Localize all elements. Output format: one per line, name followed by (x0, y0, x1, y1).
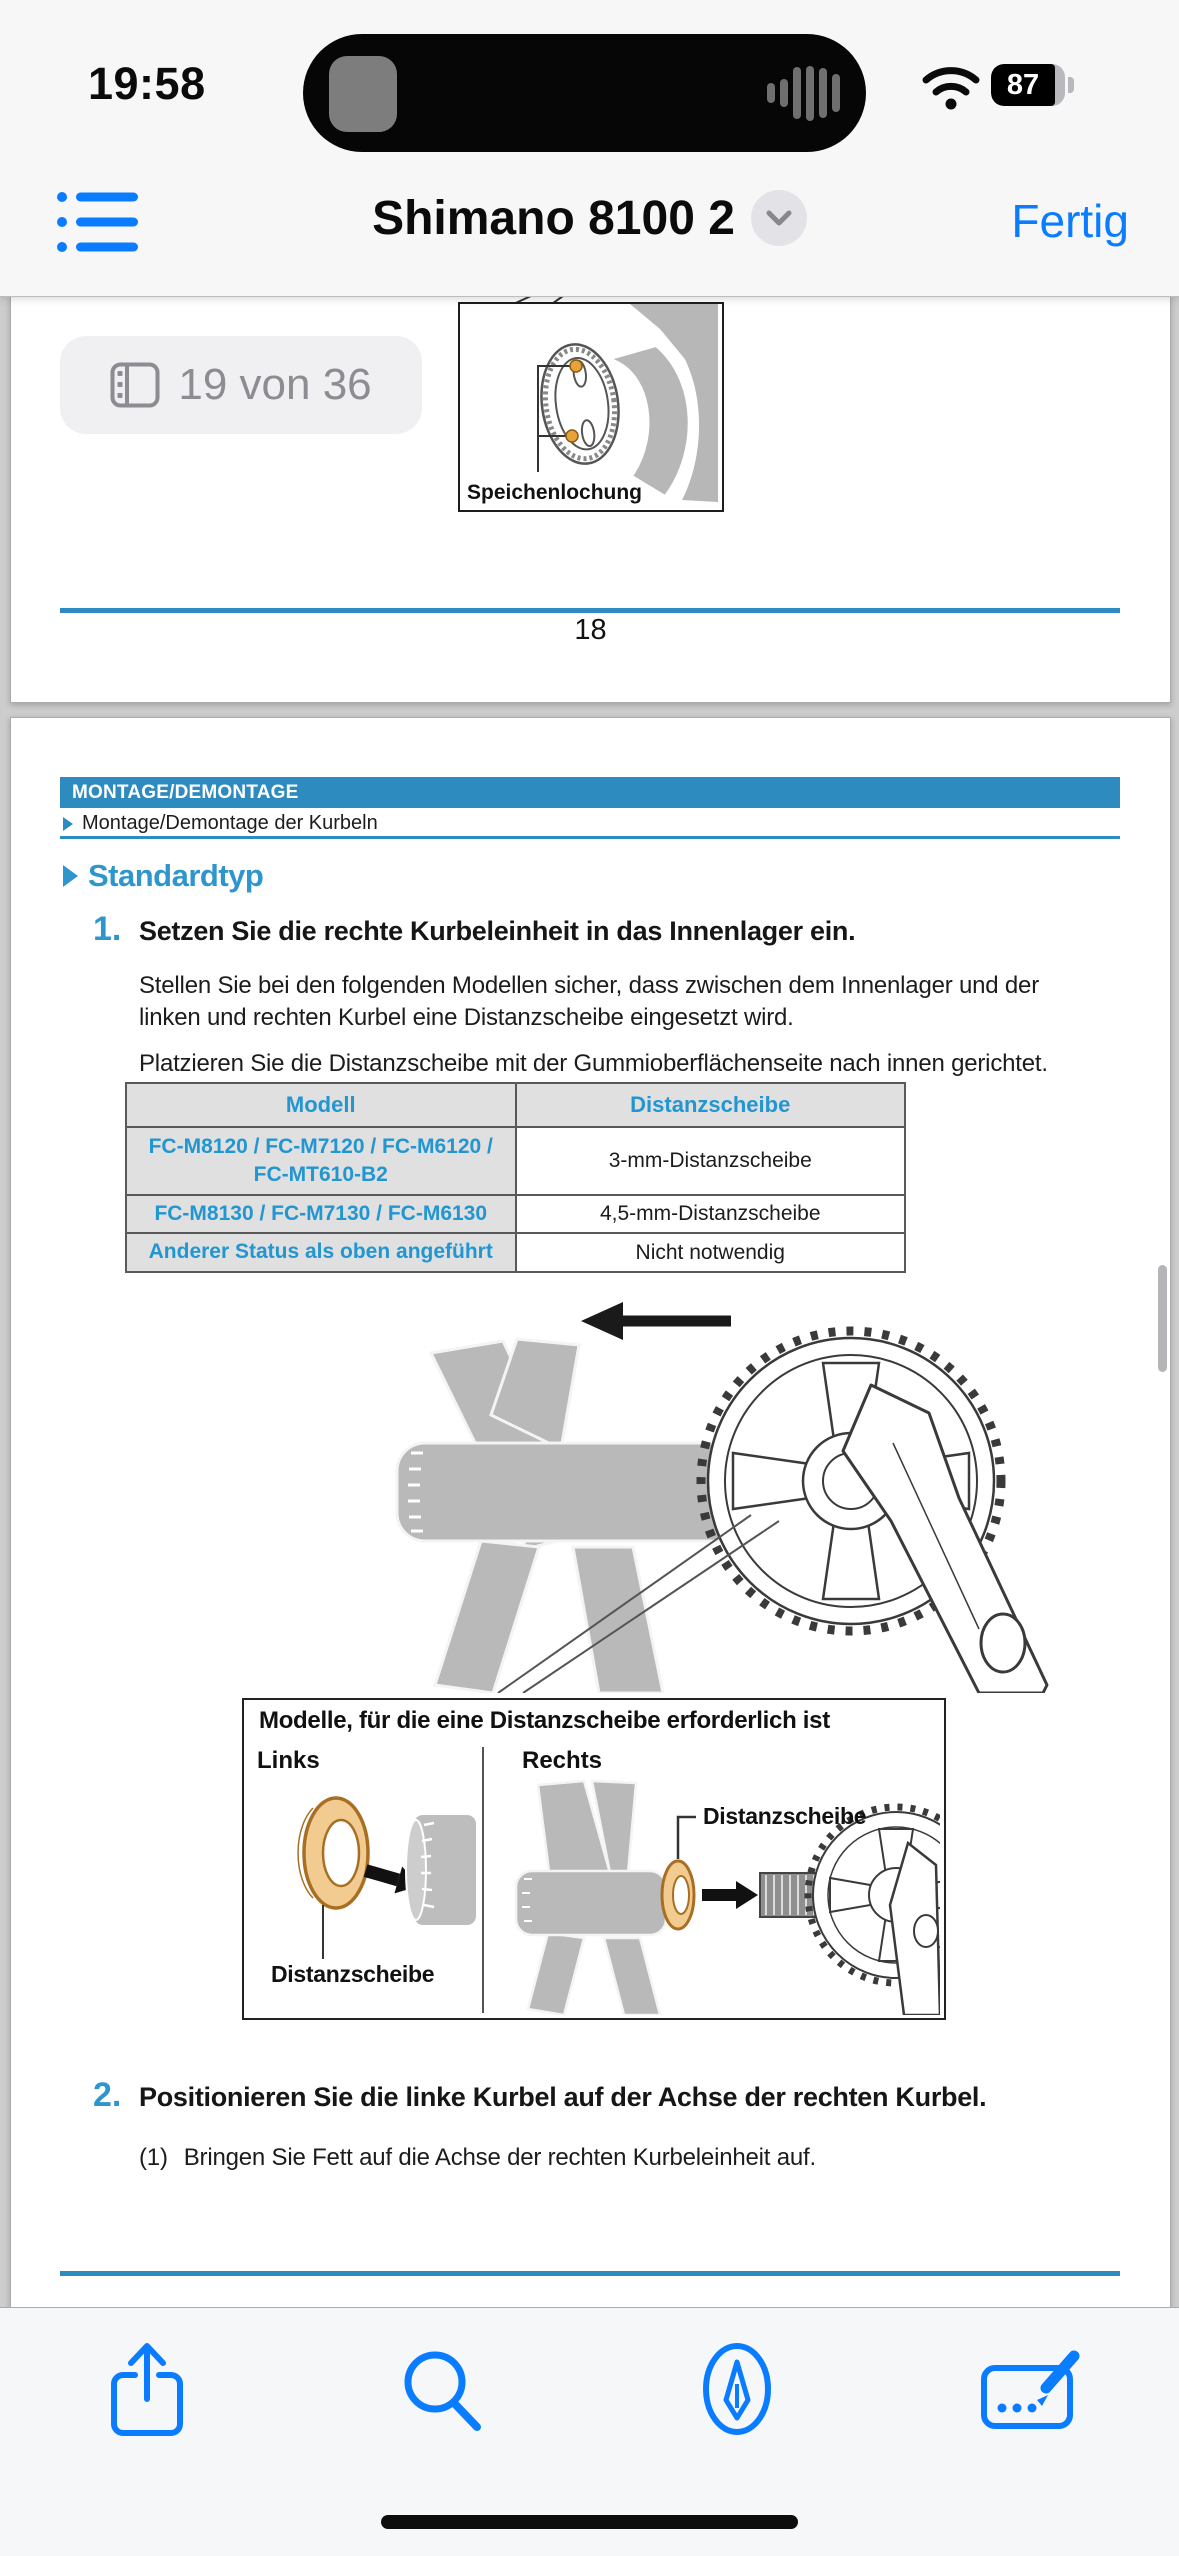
table-row (126, 1233, 905, 1271)
step-2-substep (139, 2142, 1099, 2174)
breadcrumb-label: Montage/Demontage der Kurbeln (82, 812, 378, 834)
table-cell-spacer: 4,5-mm-Distanzscheibe (516, 1195, 906, 1233)
form-fill-icon (980, 2344, 1084, 2434)
step-1 (93, 910, 1113, 949)
page-indicator-label: 19 von 36 (178, 360, 372, 409)
page-footer-rule (60, 608, 1120, 613)
substep-text: Bringen Sie Fett auf die Achse der rechten Kurbeleinheit auf. (183, 2144, 816, 2171)
figure-title: Modelle, für die eine Distanzscheibe erforderlich ist (259, 1707, 830, 1734)
step-2 (93, 2076, 1113, 2115)
heading-standardtyp (63, 858, 263, 894)
title-menu-button[interactable] (751, 190, 807, 246)
table-cell-model: FC-M8130 / FC-M7130 / FC-M6130 (126, 1195, 516, 1233)
search-icon (399, 2346, 485, 2432)
chevron-down-icon (766, 209, 792, 227)
breadcrumb (63, 812, 378, 835)
markup-pen-icon (701, 2342, 773, 2436)
breadcrumb-rule (60, 836, 1120, 839)
breadcrumb-arrow-icon (63, 817, 73, 831)
table-header-spacer: Distanzscheibe (516, 1083, 906, 1127)
crank-installation-drawing (331, 1293, 1091, 1693)
battery-percent: 87 (1006, 68, 1040, 101)
heading-arrow-icon (63, 865, 78, 887)
island-app-indicator (329, 56, 397, 132)
spacer-table (125, 1082, 906, 1273)
figure-right-label: Rechts (522, 1747, 603, 1774)
nav-title-group[interactable] (0, 190, 1179, 246)
dynamic-island[interactable] (303, 34, 866, 152)
step-1-title: Setzen Sie die rechte Kurbeleinheit in das Innenlager ein. (139, 916, 856, 946)
document-title: Shimano 8100 2 (372, 191, 735, 245)
step-2-title: Positionieren Sie die linke Kurbel auf der Achse der rechten Kurbel. (139, 2082, 987, 2112)
spoke-hole-drawing (460, 304, 718, 504)
table-header-model: Modell (126, 1083, 516, 1127)
wifi-icon (920, 62, 982, 110)
table-cell-model: FC-M8120 / FC-M7120 / FC-M6120 / FC-MT610-B2 (126, 1127, 516, 1195)
page-thumbnails-icon (110, 362, 160, 408)
figure-divider (482, 1747, 484, 2013)
left-spacer-drawing (261, 1793, 476, 1961)
figure-caption: Speichenlochung (467, 481, 643, 504)
page-footer-rule (60, 2271, 1120, 2276)
pdf-page-19[interactable] (10, 717, 1171, 2308)
figure-left-label: Links (257, 1747, 320, 1774)
right-spacer-caption: Distanzscheibe (703, 1803, 867, 1829)
battery-icon (991, 64, 1065, 106)
scrollbar-thumb[interactable] (1158, 1265, 1167, 1372)
heading-label: Standardtyp (88, 858, 264, 893)
substep-marker: (1) (139, 2144, 168, 2171)
battery-cap (1068, 77, 1074, 93)
step-2-number: 2. (93, 2076, 122, 2114)
table-row (126, 1127, 905, 1195)
search-button[interactable] (295, 2334, 590, 2444)
spacer-detail-figure (242, 1698, 946, 2020)
table-row (126, 1195, 905, 1233)
section-banner: MONTAGE/DEMONTAGE (60, 777, 1120, 808)
table-cell-spacer: Nicht notwendig (516, 1233, 906, 1271)
table-header-row (126, 1083, 905, 1127)
step-1-number: 1. (93, 910, 122, 948)
page-indicator-pill[interactable] (60, 336, 422, 434)
page-number: 18 (574, 614, 607, 646)
status-time: 19:58 (88, 58, 206, 109)
home-indicator[interactable] (381, 2515, 798, 2529)
top-chrome (0, 0, 1179, 297)
table-cell-spacer: 3-mm-Distanzscheibe (516, 1127, 906, 1195)
markup-button[interactable] (590, 2334, 885, 2444)
done-button[interactable]: Fertig (1011, 195, 1129, 247)
table-cell-model: Anderer Status als oben angeführt (126, 1233, 516, 1271)
pdf-page-18[interactable] (10, 296, 1171, 703)
share-button[interactable] (0, 2334, 295, 2444)
audio-waveform-icon (767, 34, 840, 152)
form-fill-button[interactable] (884, 2334, 1179, 2444)
step-1-paragraph-2: Platzieren Sie die Distanzscheibe mit der Gummioberflächenseite nach innen gerichtet. (139, 1050, 1048, 1077)
left-spacer-caption: Distanzscheibe (271, 1961, 435, 1987)
share-icon (109, 2341, 185, 2437)
figure-spoke-hole (458, 302, 724, 512)
step-1-paragraph-1: Stellen Sie bei den folgenden Modellen sicher, dass zwischen dem Innenlager und der linken und rechten Kurbel eine Distanzscheibe eingesetzt wird. (139, 972, 1039, 1031)
